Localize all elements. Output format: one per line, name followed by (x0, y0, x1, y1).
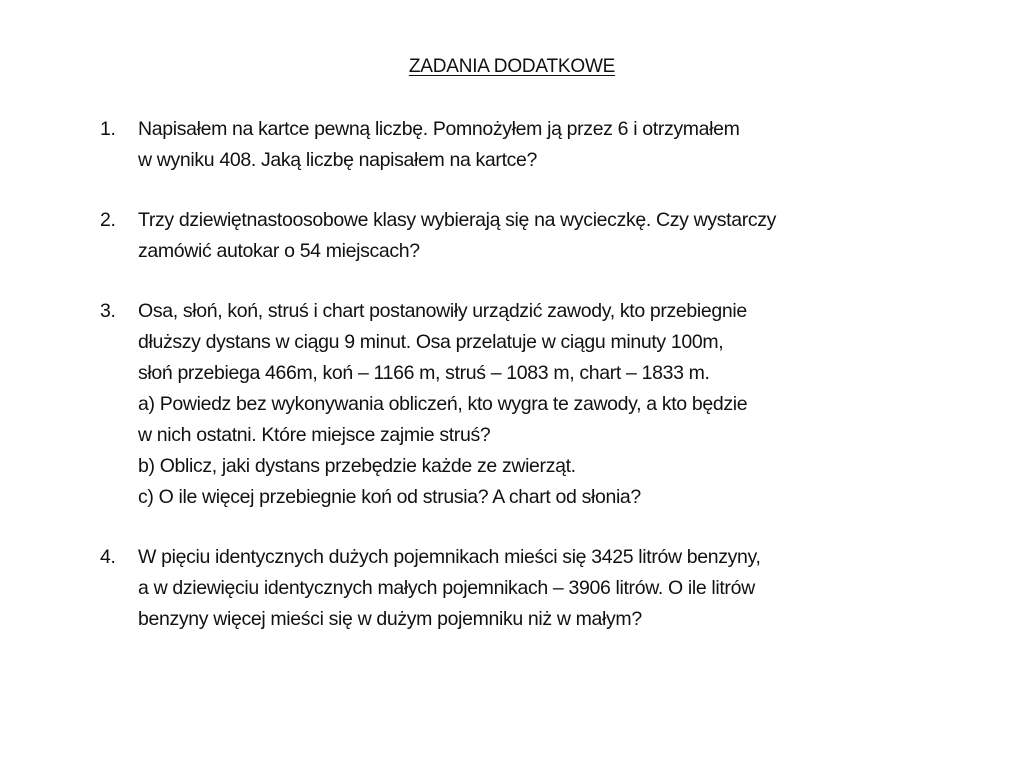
task-line: Trzy dziewiętnastoosobowe klasy wybierają się na wycieczkę. Czy wystarczy (138, 209, 777, 231)
task-line: w wyniku 408. Jaką liczbę napisałem na kartce? (138, 149, 538, 171)
task-line: Osa, słoń, koń, struś i chart postanowiły urządzić zawody, kto przebiegnie (138, 300, 747, 322)
task-line: zamówić autokar o 54 miejscach? (138, 240, 420, 262)
task-text (138, 205, 938, 267)
task-line: Napisałem na kartce pewną liczbę. Pomnożyłem ją przez 6 i otrzymałem (138, 118, 740, 140)
task-line: a w dziewięciu identycznych małych pojemnikach – 3906 litrów. O ile litrów (138, 577, 755, 599)
task-text (138, 114, 938, 176)
subtask-b: b) Oblicz, jaki dystans przebędzie każde ze zwierząt. (138, 455, 576, 477)
task-number: 1. (100, 118, 116, 140)
task-number: 2. (100, 209, 116, 231)
task-line: słoń przebiega 466m, koń – 1166 m, struś – 1083 m, chart – 1833 m. (138, 362, 710, 384)
task-line: W pięciu identycznych dużych pojemnikach mieści się 3425 litrów benzyny, (138, 546, 761, 568)
task-line: dłuższy dystans w ciągu 9 minut. Osa przelatuje w ciągu minuty 100m, (138, 331, 724, 353)
task-number: 3. (100, 300, 116, 322)
subtask-a: a) Powiedz bez wykonywania obliczeń, kto wygra te zawody, a kto będzie (138, 393, 748, 415)
task-text (138, 296, 938, 513)
task-text (138, 542, 938, 635)
task-line: w nich ostatni. Które miejsce zajmie struś? (138, 424, 491, 446)
page-title-container (0, 54, 1024, 80)
task-line: benzyny więcej mieści się w dużym pojemniku niż w małym? (138, 608, 642, 630)
task-number: 4. (100, 546, 116, 568)
page-title: ZADANIA DODATKOWE (408, 56, 616, 77)
subtask-c: c) O ile więcej przebiegnie koń od strusia? A chart od słonia? (138, 486, 641, 508)
